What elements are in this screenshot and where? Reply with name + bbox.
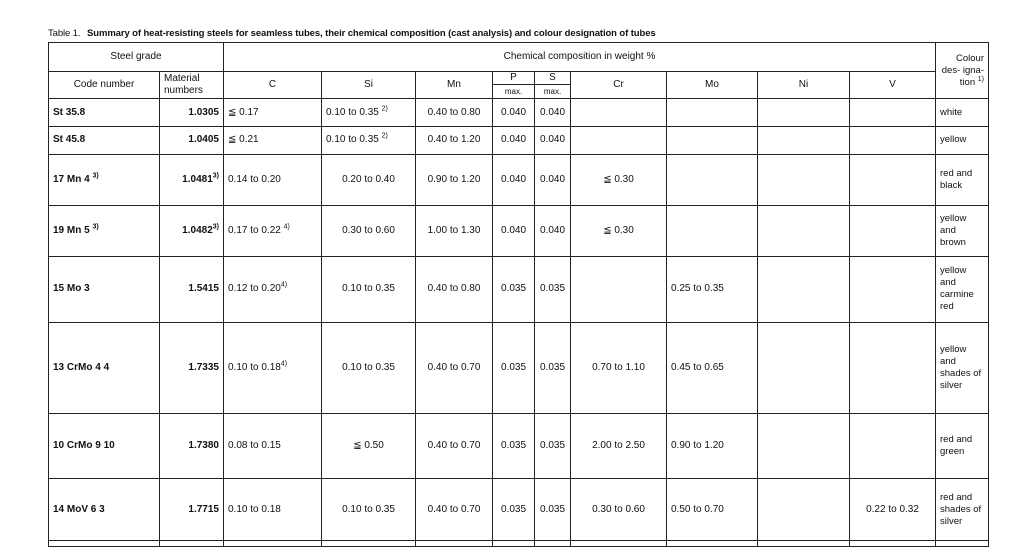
si-text: 0.10 to 0.35 bbox=[342, 361, 395, 373]
si-text: ≦ 0.50 bbox=[353, 440, 384, 452]
mo-cell bbox=[667, 154, 758, 205]
mo-cell: 0.90 to 1.20 bbox=[667, 413, 758, 479]
v-cell bbox=[850, 322, 936, 413]
s-cell: 0.040 bbox=[535, 99, 571, 127]
si-cell bbox=[322, 322, 416, 413]
si-text: 0.10 to 0.35 bbox=[342, 503, 395, 515]
c-note: 4) bbox=[280, 360, 288, 368]
c-text: 0.08 to 0.15 bbox=[228, 440, 281, 452]
cr-cell bbox=[571, 99, 667, 127]
mn-cell: 0.90 to 1.20 bbox=[416, 154, 493, 205]
colour-header-note: 1) bbox=[977, 75, 984, 83]
empty-cell bbox=[850, 540, 936, 546]
mo-cell: 0.25 to 0.35 bbox=[667, 257, 758, 323]
p-cell: 0.035 bbox=[493, 257, 535, 323]
cr-header: Cr bbox=[571, 71, 667, 99]
c-text: 0.10 to 0.18 bbox=[228, 361, 281, 373]
table-row bbox=[49, 413, 989, 479]
ni-cell bbox=[758, 322, 850, 413]
steel-grade-header: Steel grade bbox=[49, 43, 224, 72]
material-number-cell bbox=[160, 126, 224, 154]
mo-cell bbox=[667, 99, 758, 127]
material-number-cell bbox=[160, 413, 224, 479]
header-row-2 bbox=[49, 71, 989, 84]
empty-cell bbox=[49, 540, 160, 546]
si-note: 2) bbox=[381, 105, 388, 113]
code-number-cell bbox=[49, 257, 160, 323]
s-cell: 0.035 bbox=[535, 479, 571, 540]
c-cell bbox=[224, 257, 322, 323]
p-cell: 0.040 bbox=[493, 99, 535, 127]
header-row-1 bbox=[49, 43, 989, 72]
table-row bbox=[49, 205, 989, 256]
s-cell: 0.035 bbox=[535, 413, 571, 479]
code-text: 14 MoV 6 3 bbox=[53, 503, 105, 515]
si-cell bbox=[322, 413, 416, 479]
v-cell bbox=[850, 205, 936, 256]
code-number-cell bbox=[49, 479, 160, 540]
material-number-cell bbox=[160, 479, 224, 540]
v-cell bbox=[850, 154, 936, 205]
p-cell: 0.035 bbox=[493, 479, 535, 540]
table-row bbox=[49, 126, 989, 154]
code-number-cell bbox=[49, 99, 160, 127]
cr-cell: ≦ 0.30 bbox=[571, 205, 667, 256]
code-text: 10 CrMo 9 10 bbox=[53, 440, 115, 452]
c-cell bbox=[224, 413, 322, 479]
cr-cell: ≦ 0.30 bbox=[571, 154, 667, 205]
code-number-cell bbox=[49, 322, 160, 413]
mat-note: 3) bbox=[212, 172, 219, 180]
table-row bbox=[49, 479, 989, 540]
code-number-cell bbox=[49, 126, 160, 154]
si-cell bbox=[322, 99, 416, 127]
code-text: 19 Mn 5 bbox=[53, 224, 90, 236]
si-note: 2) bbox=[381, 132, 388, 140]
material-numbers-header: Material numbers bbox=[160, 71, 224, 99]
ni-cell bbox=[758, 479, 850, 540]
cr-cell: 2.00 to 2.50 bbox=[571, 413, 667, 479]
c-cell bbox=[224, 205, 322, 256]
mn-cell: 0.40 to 0.70 bbox=[416, 322, 493, 413]
mat-text: 1.7380 bbox=[188, 440, 219, 452]
code-text: St 45.8 bbox=[53, 134, 86, 146]
p-cell: 0.040 bbox=[493, 205, 535, 256]
p-max-header: max. bbox=[493, 84, 535, 98]
material-number-cell bbox=[160, 99, 224, 127]
mat-text: 1.0481 bbox=[182, 173, 213, 185]
colour-cell: yellow and shades of silver bbox=[936, 322, 989, 413]
empty-cell bbox=[535, 540, 571, 546]
code-note: 3) bbox=[92, 223, 99, 231]
c-header: C bbox=[224, 71, 322, 99]
empty-cell bbox=[758, 540, 850, 546]
colour-cell: yellow and brown bbox=[936, 205, 989, 256]
si-text: 0.10 to 0.35 bbox=[326, 106, 379, 118]
c-text: 0.12 to 0.20 bbox=[228, 283, 281, 295]
s-cell: 0.040 bbox=[535, 154, 571, 205]
ni-cell bbox=[758, 413, 850, 479]
ni-cell bbox=[758, 205, 850, 256]
empty-cell bbox=[160, 540, 224, 546]
v-cell: 0.22 to 0.32 bbox=[850, 479, 936, 540]
table-caption bbox=[48, 28, 656, 39]
cr-cell: 0.70 to 1.10 bbox=[571, 322, 667, 413]
cr-cell bbox=[571, 257, 667, 323]
mat-text: 1.5415 bbox=[188, 283, 219, 295]
si-text: 0.30 to 0.60 bbox=[342, 224, 395, 236]
c-text: ≦ 0.17 bbox=[228, 106, 259, 118]
material-number-cell bbox=[160, 257, 224, 323]
si-text: 0.20 to 0.40 bbox=[342, 173, 395, 185]
chemical-composition-header: Chemical composition in weight % bbox=[224, 43, 936, 72]
material-number-cell bbox=[160, 154, 224, 205]
p-header: P bbox=[493, 71, 535, 84]
material-number-cell bbox=[160, 322, 224, 413]
table-row bbox=[49, 257, 989, 323]
s-cell: 0.035 bbox=[535, 322, 571, 413]
colour-cell: red and shades of silver bbox=[936, 479, 989, 540]
empty-cell bbox=[224, 540, 322, 546]
si-cell bbox=[322, 126, 416, 154]
table-title: Summary of heat-resisting steels for seamless tubes, their chemical composition (cast analysis) and colour designation of tubes bbox=[87, 28, 656, 39]
si-cell bbox=[322, 479, 416, 540]
mo-cell bbox=[667, 205, 758, 256]
code-text: St 35.8 bbox=[53, 106, 86, 118]
mn-cell: 0.40 to 0.80 bbox=[416, 99, 493, 127]
colour-header-text: Colour des- igna- tion bbox=[941, 52, 984, 88]
code-number-cell bbox=[49, 154, 160, 205]
c-cell bbox=[224, 322, 322, 413]
s-max-header: max. bbox=[535, 84, 571, 98]
mat-text: 1.0305 bbox=[188, 106, 219, 118]
steel-table bbox=[48, 42, 989, 547]
colour-designation-header bbox=[936, 43, 989, 99]
p-cell: 0.035 bbox=[493, 322, 535, 413]
p-cell: 0.035 bbox=[493, 413, 535, 479]
s-header: S bbox=[535, 71, 571, 84]
v-cell bbox=[850, 413, 936, 479]
c-text: 0.14 to 0.20 bbox=[228, 173, 281, 185]
ni-cell bbox=[758, 257, 850, 323]
p-cell: 0.040 bbox=[493, 126, 535, 154]
mo-cell bbox=[667, 126, 758, 154]
empty-cell bbox=[416, 540, 493, 546]
v-cell bbox=[850, 257, 936, 323]
c-text: 0.10 to 0.18 bbox=[228, 503, 281, 515]
mn-cell: 0.40 to 0.70 bbox=[416, 479, 493, 540]
material-number-cell bbox=[160, 205, 224, 256]
empty-cell bbox=[936, 540, 989, 546]
ni-header: Ni bbox=[758, 71, 850, 99]
c-cell bbox=[224, 154, 322, 205]
v-cell bbox=[850, 99, 936, 127]
mn-cell: 0.40 to 1.20 bbox=[416, 126, 493, 154]
v-header: V bbox=[850, 71, 936, 99]
mo-cell: 0.50 to 0.70 bbox=[667, 479, 758, 540]
c-cell bbox=[224, 99, 322, 127]
code-number-cell bbox=[49, 205, 160, 256]
si-cell bbox=[322, 154, 416, 205]
s-cell: 0.040 bbox=[535, 126, 571, 154]
code-note: 3) bbox=[92, 172, 99, 180]
si-cell bbox=[322, 257, 416, 323]
colour-cell: yellow bbox=[936, 126, 989, 154]
c-note: 4) bbox=[283, 223, 290, 231]
c-cell bbox=[224, 479, 322, 540]
s-cell: 0.035 bbox=[535, 257, 571, 323]
s-cell: 0.040 bbox=[535, 205, 571, 256]
colour-cell: yellow and carmine red bbox=[936, 257, 989, 323]
ni-cell bbox=[758, 99, 850, 127]
ni-cell bbox=[758, 154, 850, 205]
mo-cell: 0.45 to 0.65 bbox=[667, 322, 758, 413]
c-note: 4) bbox=[280, 282, 288, 289]
ni-cell bbox=[758, 126, 850, 154]
colour-cell: red and green bbox=[936, 413, 989, 479]
mat-text: 1.0482 bbox=[182, 224, 213, 236]
code-number-header: Code number bbox=[49, 71, 160, 99]
c-text: ≦ 0.21 bbox=[228, 134, 259, 146]
code-text: 17 Mn 4 bbox=[53, 173, 90, 185]
mat-text: 1.0405 bbox=[188, 134, 219, 146]
si-cell bbox=[322, 205, 416, 256]
si-text: 0.10 to 0.35 bbox=[326, 134, 379, 146]
table-number: Table 1. bbox=[48, 28, 81, 39]
mat-text: 1.7715 bbox=[188, 503, 219, 515]
mat-note: 3) bbox=[212, 223, 219, 231]
mn-cell: 1.00 to 1.30 bbox=[416, 205, 493, 256]
table-row bbox=[49, 154, 989, 205]
cr-cell: 0.30 to 0.60 bbox=[571, 479, 667, 540]
mn-header: Mn bbox=[416, 71, 493, 99]
code-text: 15 Mo 3 bbox=[53, 283, 90, 295]
si-text: 0.10 to 0.35 bbox=[342, 283, 395, 295]
table-row bbox=[49, 322, 989, 413]
empty-cell bbox=[322, 540, 416, 546]
table-row-cut-off bbox=[49, 540, 989, 546]
si-header: Si bbox=[322, 71, 416, 99]
mn-cell: 0.40 to 0.80 bbox=[416, 257, 493, 323]
p-cell: 0.040 bbox=[493, 154, 535, 205]
mo-header: Mo bbox=[667, 71, 758, 99]
cr-cell bbox=[571, 126, 667, 154]
mat-text: 1.7335 bbox=[188, 361, 219, 373]
mn-cell: 0.40 to 0.70 bbox=[416, 413, 493, 479]
empty-cell bbox=[667, 540, 758, 546]
code-number-cell bbox=[49, 413, 160, 479]
empty-cell bbox=[571, 540, 667, 546]
code-text: 13 CrMo 4 4 bbox=[53, 361, 110, 373]
v-cell bbox=[850, 126, 936, 154]
empty-cell bbox=[493, 540, 535, 546]
table-row bbox=[49, 99, 989, 127]
colour-cell: white bbox=[936, 99, 989, 127]
c-text: 0.17 to 0.22 bbox=[228, 224, 281, 236]
colour-cell: red and black bbox=[936, 154, 989, 205]
c-cell bbox=[224, 126, 322, 154]
